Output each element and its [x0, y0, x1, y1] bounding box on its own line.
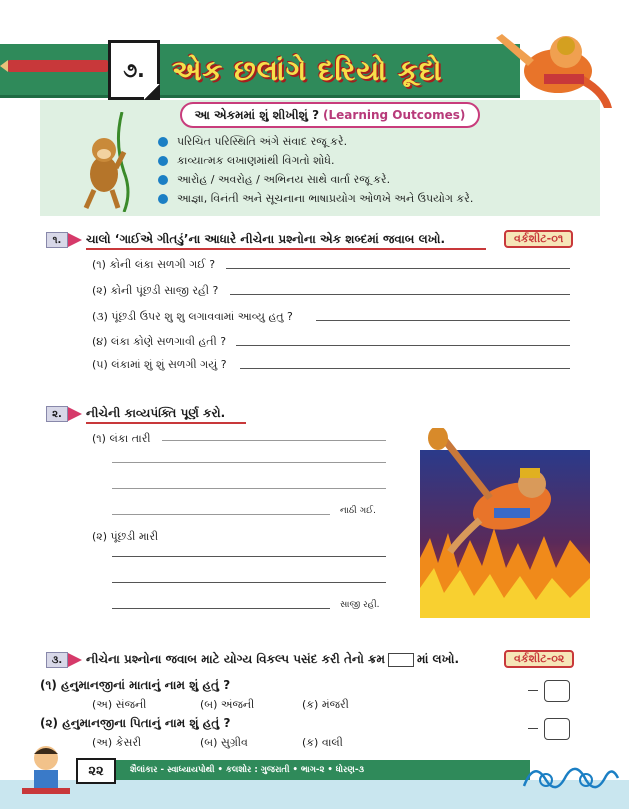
q1-item-3: (૩) પૂંછડી ઉપર શુ શુ લગાવવામાં આવ્યુ હતુ ?: [92, 310, 293, 323]
q3-item-1-option-c[interactable]: (ક) મંજરી: [302, 698, 349, 711]
list-item: આરોહ / અવરોહ / અભિનય સાથે વાર્તા રજૂ કરે.: [158, 170, 598, 189]
answer-line[interactable]: [112, 608, 330, 609]
dash: [528, 690, 538, 691]
q3-item-2: (૨) હનુમાનજીના પિતાનું નામ શું હતું ?: [40, 716, 231, 730]
list-item: આજ્ઞા, વિનંતી અને સૂચનાના ભાષાપ્રયોગ ઓળખે અને ઉપયોગ કરે.: [158, 189, 598, 208]
list-item: કાવ્યાત્મક લખાણમાંથી વિગતો શોધે.: [158, 151, 598, 170]
question-number: ૧.: [46, 232, 68, 248]
answer-line[interactable]: [240, 368, 570, 369]
footer-band: [90, 760, 530, 780]
answer-line[interactable]: [112, 556, 386, 557]
flying-hanuman-illustration: [488, 16, 620, 112]
divider: [86, 248, 486, 250]
q3-item-1-option-b[interactable]: (બ) અંજની: [200, 698, 255, 711]
monkey-on-vine-illustration: [64, 112, 144, 212]
q3-item-1: (૧) હનુમાનજીનાં માતાનું નામ શું હતું ?: [40, 678, 231, 692]
q3-item-2-option-b[interactable]: (બ) સુગ્રીવ: [200, 736, 248, 749]
inline-answer-box-icon: [388, 653, 414, 667]
boy-with-pencil-illustration: [20, 742, 72, 802]
learning-outcomes-list: [158, 132, 598, 208]
page-number: ૨૨: [76, 758, 116, 784]
answer-line[interactable]: [112, 514, 330, 515]
arrow-icon: [68, 407, 82, 421]
q1-item-5: (૫) લંકામાં શું શું સળગી ગયું ?: [92, 358, 227, 371]
chapter-number: ૭.: [108, 40, 160, 100]
question-number: ૨.: [46, 406, 68, 422]
answer-line[interactable]: [226, 268, 570, 269]
answer-box[interactable]: [544, 680, 570, 702]
list-item: પરિચિત પરિસ્થિતિ અંગે સંવાદ રજૂ કરે.: [158, 132, 598, 151]
bullet-icon: [158, 194, 168, 204]
poem-line-2-end: સાજી રહી.: [340, 600, 380, 610]
bullet-icon: [158, 175, 168, 185]
poem-line-1-start: (૧) લંકા તારી: [92, 432, 151, 445]
answer-line[interactable]: [316, 320, 570, 321]
bullet-icon: [158, 137, 168, 147]
pencil-icon: [8, 60, 108, 72]
bullet-icon: [158, 156, 168, 166]
answer-line[interactable]: [162, 440, 386, 441]
answer-line[interactable]: [112, 582, 386, 583]
answer-line[interactable]: [112, 462, 386, 463]
learning-outcomes-heading: [180, 102, 480, 128]
lo-heading-en: (Learning Outcomes): [323, 108, 466, 122]
q3-item-2-option-c[interactable]: (ક) વાલી: [302, 736, 343, 749]
hanuman-lanka-fire-illustration: [420, 428, 590, 618]
answer-line[interactable]: [112, 488, 386, 489]
decorative-swirl-icon: [520, 756, 620, 796]
question-number: ૩.: [46, 652, 68, 668]
q3-item-1-option-a[interactable]: (અ) સંજની: [92, 698, 147, 711]
lo-heading-gu: આ એકમમાં શું શીખીશું ?: [194, 107, 320, 122]
poem-line-1-end: નાઠી ગઈ.: [340, 506, 376, 516]
dash: [528, 728, 538, 729]
chapter-title: એક છલાંગે દરિયો કૂદો: [172, 54, 443, 87]
answer-line[interactable]: [230, 294, 570, 295]
question-2-instruction: નીચેની કાવ્યપંક્તિ પૂર્ણ કરો.: [86, 406, 226, 420]
q1-item-2: (૨) કોની પૂંછડી સાજી રહી ?: [92, 284, 219, 297]
footer-text: શૈલાંકાર - સ્વાધ્યાયપોથી • કલશોર : ગુજરાતી • ભાગ-૨ • ધોરણ-૩: [130, 765, 365, 775]
q1-item-1: (૧) કોની લંકા સળગી ગઈ ?: [92, 258, 216, 271]
arrow-icon: [68, 653, 82, 667]
arrow-icon: [68, 233, 82, 247]
q1-item-4: (૪) લંકા કોણે સળગાવી હતી ?: [92, 335, 227, 348]
divider: [86, 422, 246, 424]
question-3-instruction: નીચેના પ્રશ્નોના જવાબ માટે યોગ્ય વિકલ્પ પસંદ કરી તેનો ક્રમ માં લખો.: [86, 652, 460, 666]
answer-box[interactable]: [544, 718, 570, 740]
question-1-instruction: ચાલો ‘ગાઈએ ગીતડું’ના આધારે નીચેના પ્રશ્નોના એક શબ્દમાં જવાબ લખો.: [86, 232, 446, 246]
answer-line[interactable]: [236, 345, 570, 346]
q3-item-2-option-a[interactable]: (અ) કેસરી: [92, 736, 142, 749]
worksheet-badge: વર્કશીટ-૦૧: [504, 230, 573, 248]
worksheet-badge: વર્કશીટ-૦૨: [504, 650, 574, 668]
poem-line-2-start: (૨) પૂંછડી મારી: [92, 530, 159, 543]
